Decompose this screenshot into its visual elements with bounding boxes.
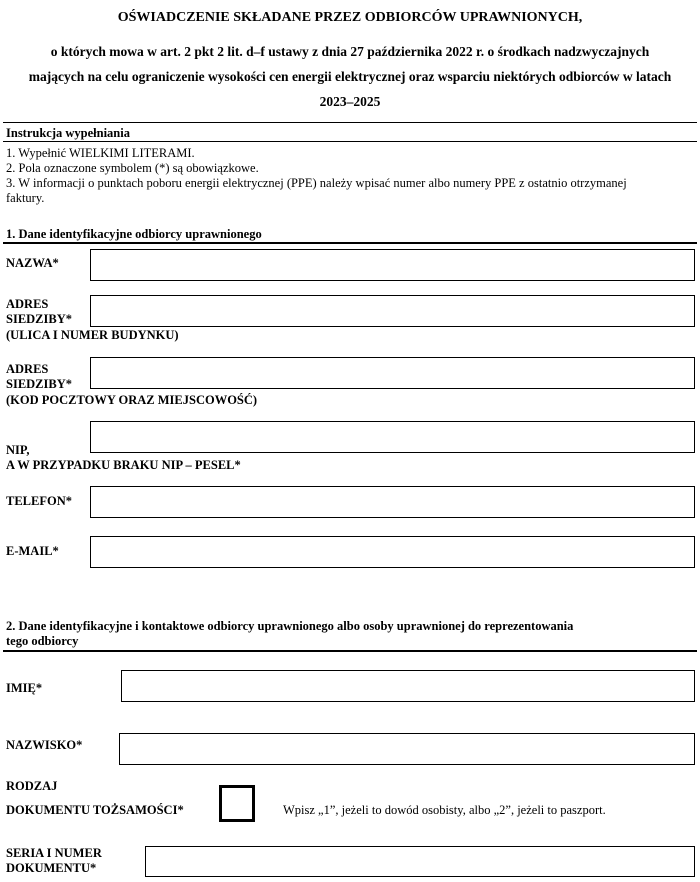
divider [3,122,697,123]
instruction-item-3-line-2: faktury. [6,191,45,205]
seria-field[interactable] [145,846,695,877]
adres-ulica-label-line-2: SIEDZIBY* [6,312,72,326]
imie-input[interactable] [122,671,694,701]
document-subtitle-line-3: 2023–2025 [319,94,381,109]
nazwisko-label: NAZWISKO* [6,738,83,752]
email-field[interactable] [90,536,695,568]
nazwa-field[interactable] [90,249,695,281]
seria-label-line-2: DOKUMENTU* [6,861,97,875]
adres-ulica-field[interactable] [90,295,695,327]
email-label: E-MAIL* [6,544,59,558]
document-type-hint: Wpisz „1”, jeżeli to dowód osobisty, albo „2”, jeżeli to paszport. [283,803,606,817]
nazwisko-field[interactable] [119,733,695,765]
adres-kod-label-line-3: (KOD POCZTOWY ORAZ MIEJSCOWOŚĆ) [6,393,258,407]
nip-label-line-2: A W PRZYPADKU BRAKU NIP – PESEL* [6,458,241,472]
document-type-input[interactable] [222,788,252,819]
document-subtitle-line-2: mających na celu ograniczenie wysokości cen energii elektrycznej oraz wsparciu niektórych odbiorców w latach [28,69,672,84]
section-2-heading-line-2: tego odbiorcy [6,634,79,648]
adres-kod-input[interactable] [91,358,694,388]
nazwa-input[interactable] [91,250,694,280]
divider [3,242,697,244]
adres-ulica-label-line-3: (ULICA I NUMER BUDYNKU) [6,328,179,342]
document-title: OŚWIADCZENIE SKŁADANE PRZEZ ODBIORCÓW UPRAWNIONYCH, [117,10,583,25]
nip-field[interactable] [90,421,695,453]
instructions-heading: Instrukcja wypełniania [6,126,130,140]
document-type-box[interactable] [219,785,255,822]
telefon-input[interactable] [91,487,694,517]
seria-input[interactable] [146,847,694,876]
nip-label-line-1: NIP, [6,443,30,457]
section-2-heading-line-1: 2. Dane identyfikacyjne i kontaktowe odbiorcy uprawnionego albo osoby uprawnionej do reprezentowania [6,619,574,633]
adres-kod-field[interactable] [90,357,695,389]
section-1-heading: 1. Dane identyfikacyjne odbiorcy uprawnionego [6,227,262,241]
nazwa-label: NAZWA* [6,256,59,270]
divider [3,141,697,142]
telefon-field[interactable] [90,486,695,518]
rodzaj-label-line-1: RODZAJ [6,779,58,793]
instruction-item-3-line-1: 3. W informacji o punktach poboru energii elektrycznej (PPE) należy wpisać numer albo numery PPE z ostatnio otrzymanej [6,176,627,190]
document-subtitle-line-1: o których mowa w art. 2 pkt 2 lit. d–f ustawy z dnia 27 października 2022 r. o środkach nadzwyczajnych [50,44,650,59]
telefon-label: TELEFON* [6,494,72,508]
imie-label: IMIĘ* [6,681,43,695]
seria-label-line-1: SERIA I NUMER [6,846,102,860]
adres-kod-label-line-1: ADRES [6,362,49,376]
email-input[interactable] [91,537,694,567]
imie-field[interactable] [121,670,695,702]
divider [3,650,697,652]
nip-input[interactable] [91,422,694,452]
nazwisko-input[interactable] [120,734,694,764]
rodzaj-label-line-2: DOKUMENTU TOŻSAMOŚCI* [6,803,184,817]
adres-kod-label-line-2: SIEDZIBY* [6,377,72,391]
instruction-item-1: 1. Wypełnić WIELKIMI LITERAMI. [6,146,195,160]
adres-ulica-input[interactable] [91,296,694,326]
adres-ulica-label-line-1: ADRES [6,297,49,311]
instruction-item-2: 2. Pola oznaczone symbolem (*) są obowiązkowe. [6,161,259,175]
